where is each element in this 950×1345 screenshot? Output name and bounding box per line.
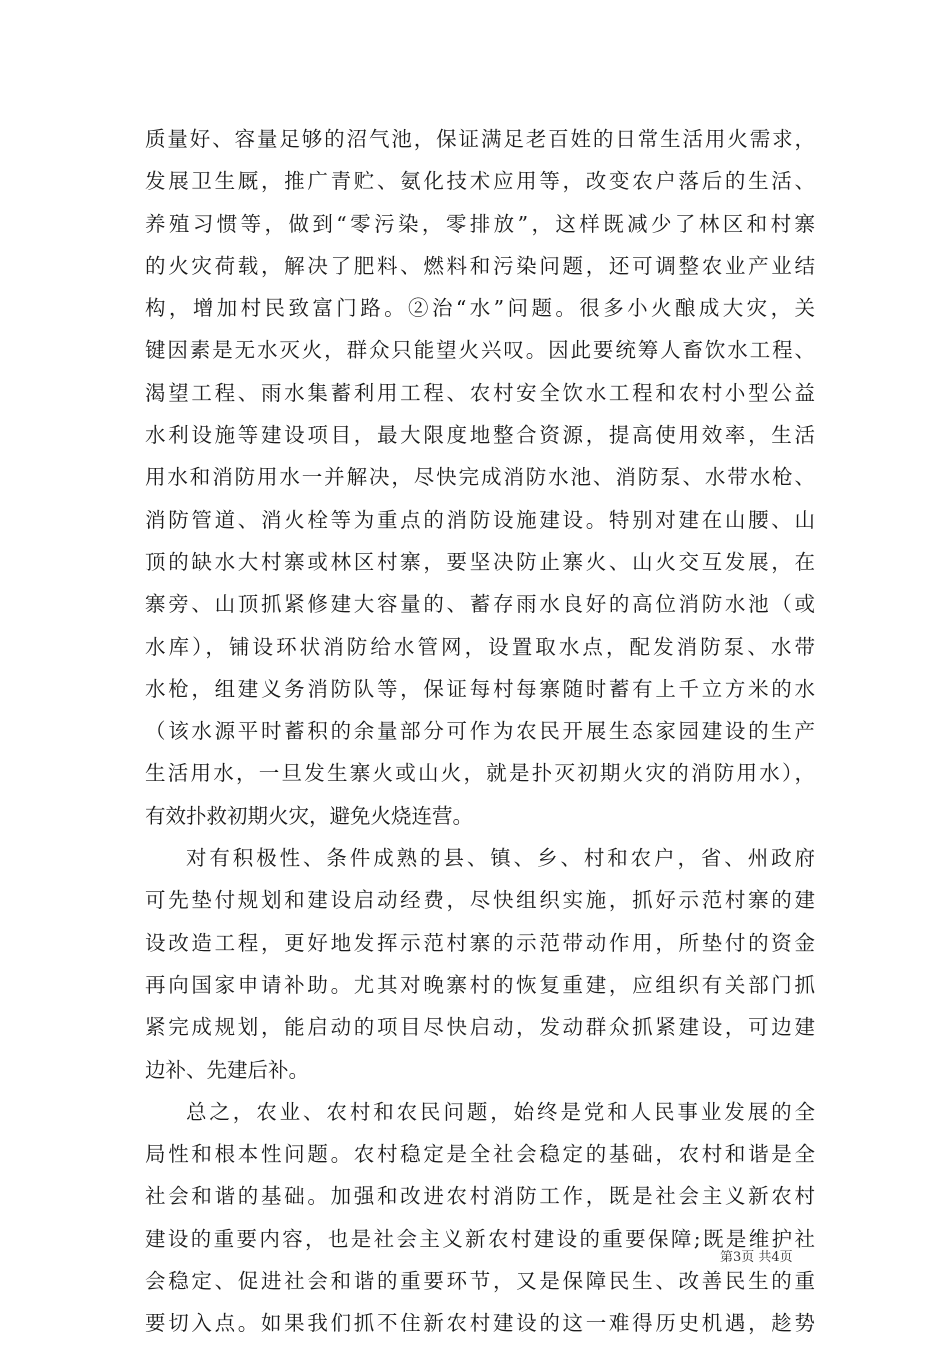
text-line: 可先垫付规划和建设启动经费，尽快组织实施，抓好示范村寨的建: [145, 888, 815, 913]
text-line: 水利设施等建设项目，最大限度地整合资源，提高使用效率，生活: [145, 423, 815, 448]
text-line: 发展卫生厩，推广青贮、氨化技术应用等，改变农户落后的生活、: [145, 169, 815, 194]
body-text: [145, 118, 815, 1345]
text-line: 消防管道、消火栓等为重点的消防设施建设。特别对建在山腰、山: [145, 507, 815, 532]
text-line: 生活用水，一旦发生寨火或山火，就是扑灭初期火灾的消防用水），: [145, 761, 815, 786]
text-line: 养殖习惯等，做到“零污染，零排放”，这样既减少了林区和村寨: [145, 211, 815, 236]
text-line: 有效扑救初期火灾，避免火烧连营。: [145, 803, 473, 828]
text-line: 要切入点。如果我们抓不住新农村建设的这一难得历史机遇，趁势: [145, 1311, 815, 1336]
text-line: 寨旁、山顶抓紧修建大容量的、蓄存雨水良好的高位消防水池（或: [145, 592, 815, 617]
text-line: 用水和消防用水一并解决，尽快完成消防水池、消防泵、水带水枪、: [145, 465, 815, 490]
text-line: 紧完成规划，能启动的项目尽快启动，发动群众抓紧建设，可边建: [145, 1015, 815, 1040]
page-number-footer: 第3页 共4页: [720, 1250, 793, 1265]
text-line: 水库），铺设环状消防给水管网，设置取水点，配发消防泵、水带: [145, 634, 815, 659]
text-line: 水枪，组建义务消防队等，保证每村每寨随时蓄有上千立方米的水: [145, 676, 815, 701]
text-line: 构，增加村民致富门路。②治“水”问题。很多小火酿成大灾，关: [145, 296, 815, 321]
text-line: 顶的缺水大村寨或林区村寨，要坚决防止寨火、山火交互发展，在: [145, 549, 815, 574]
text-line: 设改造工程，更好地发挥示范村寨的示范带动作用，所垫付的资金: [145, 930, 815, 955]
text-line: 再向国家申请补助。尤其对晚寨村的恢复重建，应组织有关部门抓: [145, 972, 815, 997]
text-line: 渴望工程、雨水集蓄利用工程、农村安全饮水工程和农村小型公益: [145, 380, 815, 405]
text-line: 边补、先建后补。: [145, 1057, 309, 1082]
text-line: 建设的重要内容，也是社会主义新农村建设的重要保障;既是维护社: [145, 1226, 815, 1251]
paragraph-start-line: 总之，农业、农村和农民问题，始终是党和人民事业发展的全: [186, 1099, 815, 1124]
paragraph-start-line: 对有积极性、条件成熟的县、镇、乡、村和农户，省、州政府: [186, 846, 815, 871]
text-line: （该水源平时蓄积的余量部分可作为农民开展生态家园建设的生产: [145, 719, 815, 744]
text-line: 社会和谐的基础。加强和改进农村消防工作，既是社会主义新农村: [145, 1184, 815, 1209]
text-line: 质量好、容量足够的沼气池，保证满足老百姓的日常生活用火需求，: [145, 127, 815, 151]
text-line: 的火灾荷载，解决了肥料、燃料和污染问题，还可调整农业产业结: [145, 253, 815, 278]
text-line: 会稳定、促进社会和谐的重要环节，又是保障民生、改善民生的重: [145, 1269, 815, 1294]
text-line: 键因素是无水灭火，群众只能望火兴叹。因此要统筹人畜饮水工程、: [145, 338, 815, 363]
text-line: 局性和根本性问题。农村稳定是全社会稳定的基础，农村和谐是全: [145, 1142, 815, 1167]
